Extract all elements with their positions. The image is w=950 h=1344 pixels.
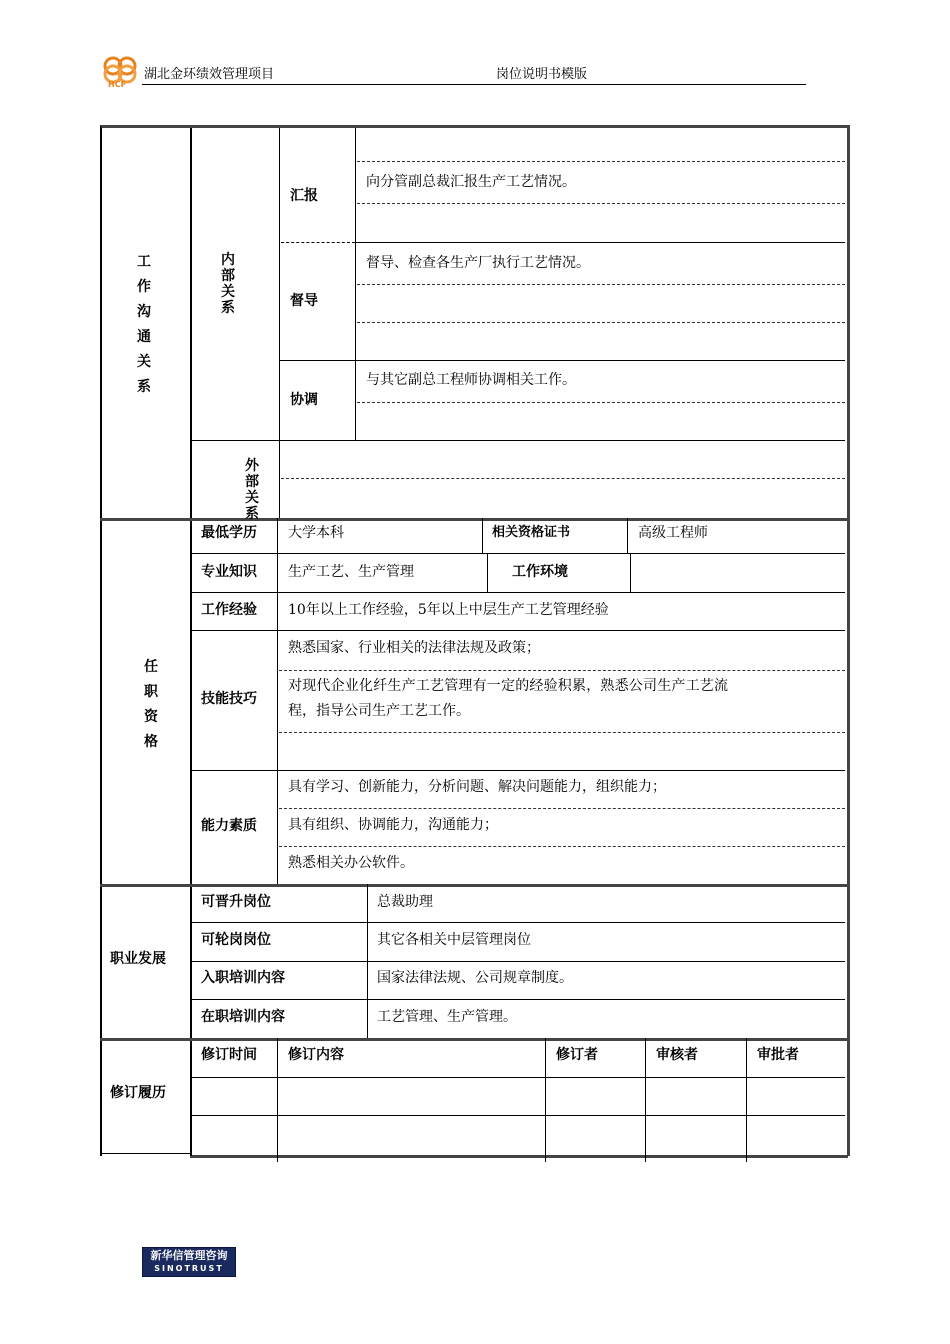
onboarding-training-label: 入职培训内容 [201, 970, 285, 986]
revision-column-header: 修订者 [556, 1047, 598, 1063]
footer-logo-cn: 新华信管理咨询 [150, 1249, 228, 1262]
footer-logo-en: SINOTRUST [154, 1264, 224, 1273]
promotion-label: 可晋升岗位 [201, 894, 271, 910]
supervise-text: 督导、检查各生产厂执行工艺情况。 [366, 255, 590, 271]
coordinate-label: 协调 [290, 392, 318, 408]
revision-column-header: 审批者 [757, 1047, 799, 1063]
report-label: 汇报 [290, 188, 318, 204]
footer-logo [142, 1247, 236, 1277]
internal-relations-label: 内部关系 [221, 252, 235, 316]
report-text: 向分管副总裁汇报生产工艺情况。 [366, 174, 576, 190]
inservice-training-label: 在职培训内容 [201, 1009, 285, 1025]
knowledge-label: 专业知识 [201, 564, 257, 580]
rotation-value: 其它各相关中层管理岗位 [377, 932, 531, 948]
education-label: 最低学历 [201, 525, 257, 541]
knowledge-value: 生产工艺、生产管理 [288, 564, 414, 580]
document-title: 岗位说明书模版 [496, 67, 588, 82]
education-value: 大学本科 [288, 525, 344, 541]
experience-value: 10年以上工作经验，5年以上中层生产工艺管理经验 [288, 602, 609, 618]
skills-label: 技能技巧 [201, 691, 257, 707]
ability-label: 能力素质 [201, 818, 257, 834]
revision-column-header: 审核者 [656, 1047, 698, 1063]
skill-item: 程，指导公司生产工艺工作。 [288, 703, 470, 719]
revision-section-title: 修订履历 [110, 1085, 166, 1101]
supervise-label: 督导 [290, 293, 318, 309]
environment-label: 工作环境 [512, 564, 568, 580]
career-section-title: 职业发展 [110, 951, 166, 967]
inservice-training-value: 工艺管理、生产管理。 [377, 1009, 517, 1025]
external-relations-label: 外部关系 [245, 458, 259, 522]
header-rule [142, 84, 806, 85]
qualification-section-title: 任职资格 [144, 659, 158, 750]
coordinate-text: 与其它副总工程师协调相关工作。 [366, 372, 576, 388]
experience-label: 工作经验 [201, 602, 257, 618]
revision-column-header: 修订内容 [288, 1047, 344, 1063]
skill-item: 熟悉国家、行业相关的法律法规及政策； [288, 640, 540, 656]
skill-item: 对现代企业化纤生产工艺管理有一定的经验积累，熟悉公司生产工艺流 [288, 678, 729, 694]
ability-item: 熟悉相关办公软件。 [288, 855, 414, 871]
promotion-value: 总裁助理 [377, 894, 433, 910]
onboarding-training-value: 国家法律法规、公司规章制度。 [377, 970, 573, 986]
project-name: 湖北金环绩效管理项目 [144, 67, 275, 82]
rotation-label: 可轮岗岗位 [201, 932, 271, 948]
certificate-label: 相关资格证书 [492, 525, 571, 540]
ability-item: 具有组织、协调能力，沟通能力； [288, 817, 498, 833]
revision-column-header: 修订时间 [201, 1047, 257, 1063]
certificate-value: 高级工程师 [638, 525, 708, 541]
ability-item: 具有学习、创新能力，分析问题、解决问题能力，组织能力； [288, 779, 666, 795]
company-logo-text: HCF [108, 80, 127, 89]
comm-section-title: 工作沟通关系 [137, 254, 151, 395]
